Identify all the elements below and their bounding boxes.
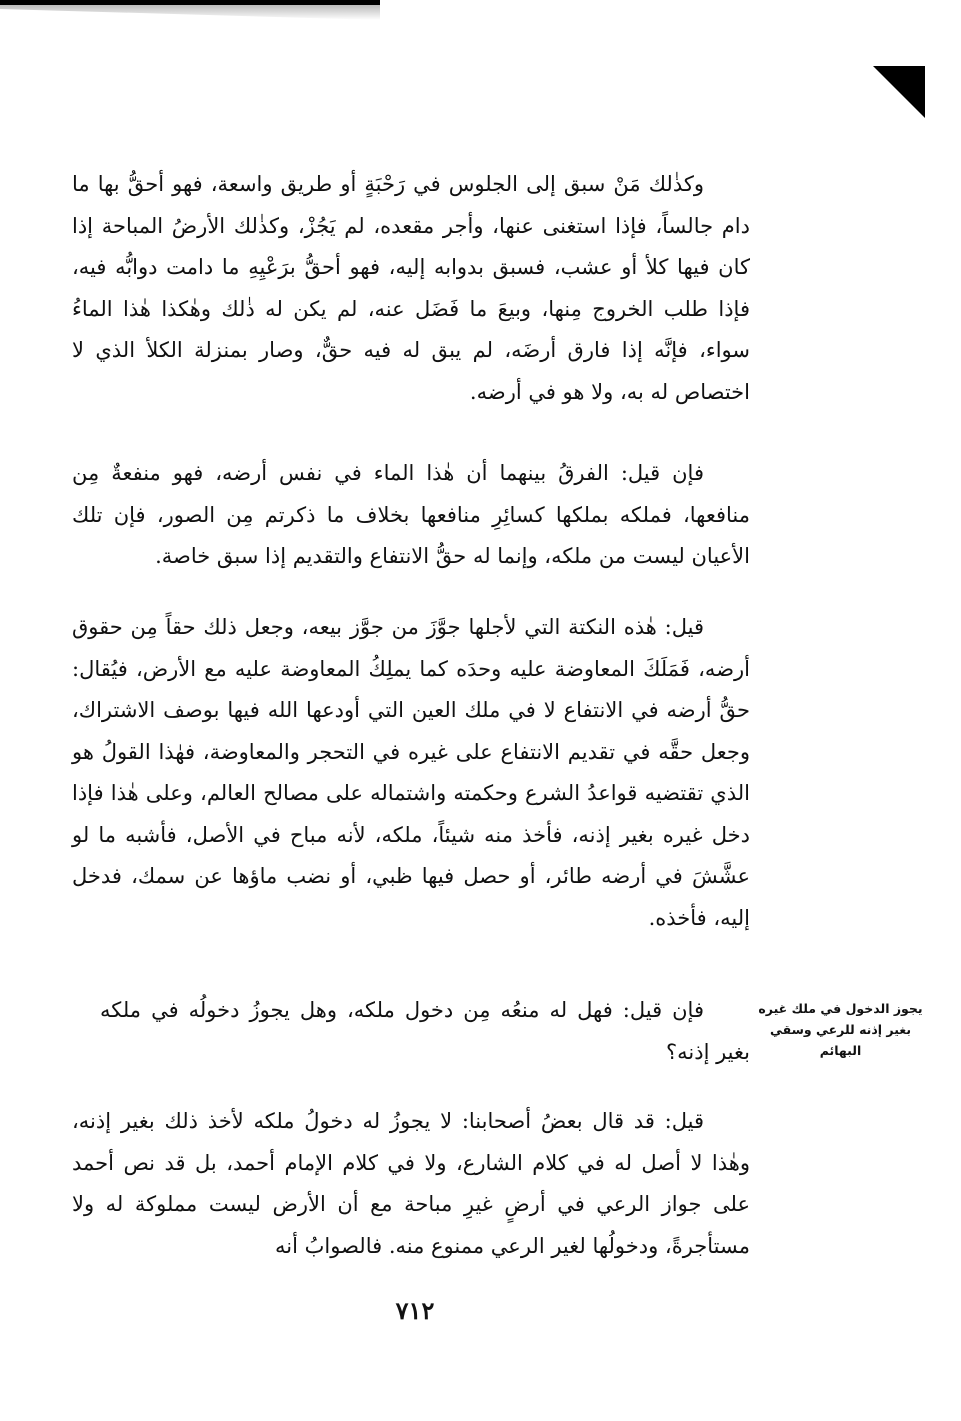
scan-edge-bar (0, 0, 380, 20)
paragraph-4-text: فإن قيل: فهل له منعُه مِن دخول ملكه، وهل يجوزُ دخولُه في ملكه بغير إذنه؟ (100, 998, 750, 1064)
paragraph-3 (72, 607, 750, 939)
paragraph-1-text: وكذٰلك مَنْ سبق إلى الجلوس في رَحْبَةٍ أو طريق واسعة، فهو أحقُّ بها ما دام جالساً، فإذا استغنى عنها، وأجر مقعده، لم يَجُزْ، وكذٰلك الأرضُ المباحة إذا كان فيها كلأ أو عشب، فسبق بدوابه إليه، فهو أحقُّ برَعْيِهِ ما دامت دوابُّه فيه، فإذا طلب الخروج مِنها، وبيعَ ما فَضَل عنه، لم يكن له ذٰلك وهٰكذا هٰذا الماءُ سواء، فإنَّه إذا فارق أرضَه، لم يبق له فيه حقٌّ، وصار بمنزلة الكلأ الذي لا اختصاص له به، ولا هو في أرضه. (72, 172, 750, 404)
paragraph-5 (72, 1101, 750, 1267)
paragraph-5-text: قيل: قد قال بعضُ أصحابنا: لا يجوزُ له دخولُ ملكه لأخذ ذلك بغير إذنه، وهٰذا لا أصل له في كلام الشارع، ولا في كلام الإمام أحمد، بل قد نص أحمد على جواز الرعي في أرضٍ غيرِ مباحة مع أن الأرض ليست مملوكة له ولا مستأجرةً، ودخولُها لغير الرعي ممنوع منه. فالصوابُ أنه (72, 1109, 750, 1258)
paragraph-3-text: قيل: هٰذه النكتة التي لأجلها جوَّزَ من جوَّز بيعه، وجعل ذلك حقاً مِن حقوق أرضه، فَمَلَكَ المعاوضة عليه وحدَه كما يملِكُ المعاوضة عليه مع الأرض، فيُقال: حقُّ أرضه في الانتفاع لا في ملك العين التي أودعها الله فيها بوصف الاشتراك، وجعل حقَّه في تقديم الانتفاع على غيره في التحجر والمعاوضة، فهٰذا القولُ هو الذي تقتضيه قواعدُ الشرع وحكمته واشتماله على مصالح العالم، وعلى هٰذا فإذا دخل غيره بغير إذنه، فأخذ منه شيئاً، ملكه، لأنه مباح في الأصل، فأشبه ما لو عشَّشَ في أرضه طائر، أو حصل فيها ظبي، أو نضب ماؤها عن سمك، فدخل إليه، فأخذه. (72, 615, 750, 930)
paragraph-1 (72, 164, 750, 413)
marginal-note: يجوز الدخول في ملك غيره بغير إذنه للرعي وسقي البهائم (758, 1001, 923, 1058)
page-number: ٧١٢ (395, 1296, 435, 1325)
paragraph-2-text: فإن قيل: الفرقُ بينهما أن هٰذا الماء في نفس أرضه، فهو منفعةٌ مِن منافعها، فملكه بملكها كسائِرِ منافعها بخلاف ما ذكرتم مِن الصور، فإن تلك الأعيان ليست من ملكه، وإنما له حقُّ الانتفاع والتقديم إذا سبق خاصة. (72, 461, 750, 568)
paragraph-2 (72, 453, 750, 578)
corner-triangle-mark (873, 66, 925, 118)
paragraph-4 (100, 990, 750, 1073)
